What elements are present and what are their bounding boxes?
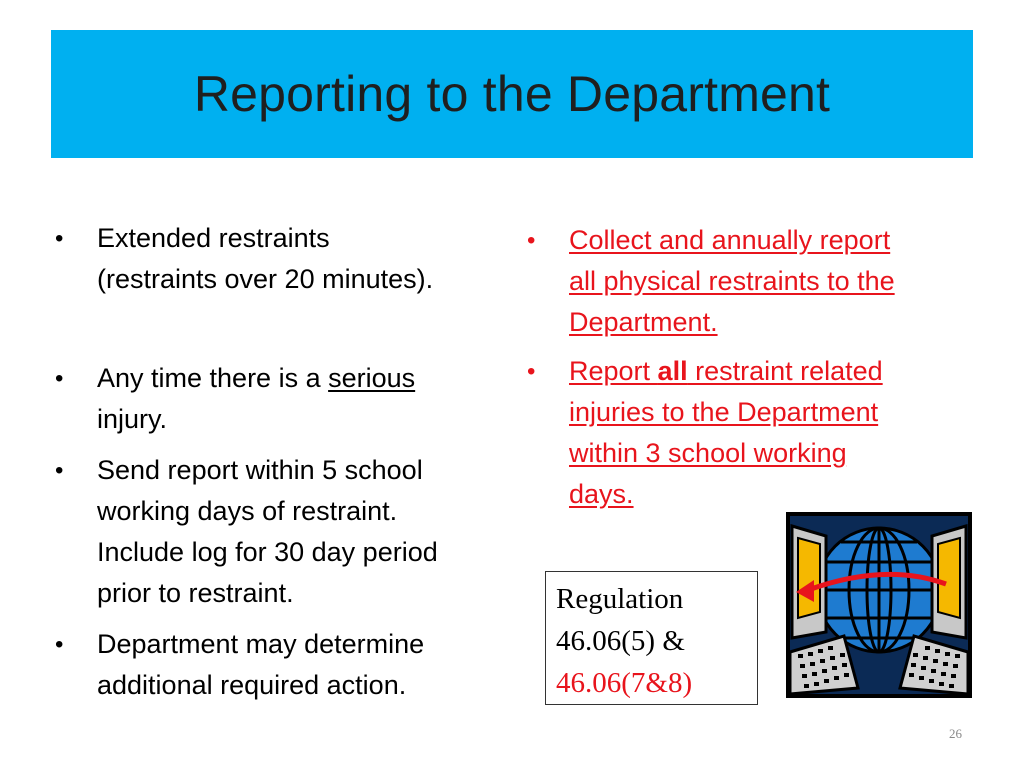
- bullet-line: working days of restraint.: [97, 496, 398, 526]
- bullet-line: Extended restraints: [97, 223, 330, 253]
- bullet-line: Send report within 5 school: [97, 455, 423, 485]
- bullet-line: (restraints over 20 minutes).: [97, 264, 434, 294]
- bullet-extended-restraints: [55, 218, 505, 300]
- bullet-line: Include log for 30 day period: [97, 537, 438, 567]
- bullet-dot: •: [55, 631, 64, 658]
- slide-number: 26: [949, 726, 962, 741]
- computers-exchanging-over-globe-icon: [786, 512, 972, 698]
- hyperlink-line[interactable]: days.: [569, 479, 634, 509]
- right-bullet-list: [527, 220, 967, 515]
- hyperlink-line[interactable]: restraint related: [687, 356, 883, 386]
- regulation-ref-2: 46.06(7&8): [556, 667, 693, 699]
- hyperlink-line[interactable]: Report: [569, 356, 658, 386]
- bullet-line: prior to restraint.: [97, 578, 294, 608]
- left-bullet-list: [55, 218, 505, 706]
- hyperlink-line[interactable]: Collect and annually report: [569, 225, 891, 255]
- bullet-send-report: [55, 450, 505, 614]
- bullet-line: Department may determine: [97, 629, 425, 659]
- bullet-report-all-injuries[interactable]: [527, 351, 967, 515]
- hyperlink-line[interactable]: within 3 school working: [569, 438, 847, 468]
- bullet-text: Any time there is a: [97, 363, 329, 393]
- bullet-dot: •: [527, 227, 536, 254]
- bullet-dot: •: [527, 358, 536, 385]
- hyperlink-line[interactable]: Department.: [569, 307, 718, 337]
- bullet-dot: •: [55, 457, 64, 484]
- title-banner: [51, 30, 973, 158]
- regulation-label: Regulation: [556, 583, 684, 615]
- slide-title: Reporting to the Department: [193, 66, 831, 122]
- hyperlink-line[interactable]: injuries to the Department: [569, 397, 879, 427]
- bullet-serious-injury: [55, 358, 505, 440]
- bullet-line: additional required action.: [97, 670, 407, 700]
- serious-underlined-word: serious: [328, 363, 416, 393]
- hyperlink-line[interactable]: all physical restraints to the: [569, 266, 895, 296]
- regulation-ref-1: 46.06(5) &: [556, 625, 685, 657]
- bullet-dot: •: [55, 365, 64, 392]
- bullet-line: injury.: [97, 404, 168, 434]
- regulation-box: [545, 571, 758, 705]
- bullet-collect-annually[interactable]: [527, 220, 967, 343]
- bullet-dot: •: [55, 225, 64, 252]
- bullet-department-determine: [55, 624, 505, 706]
- globe-icon: [817, 528, 941, 652]
- bold-all-word[interactable]: all: [657, 356, 688, 386]
